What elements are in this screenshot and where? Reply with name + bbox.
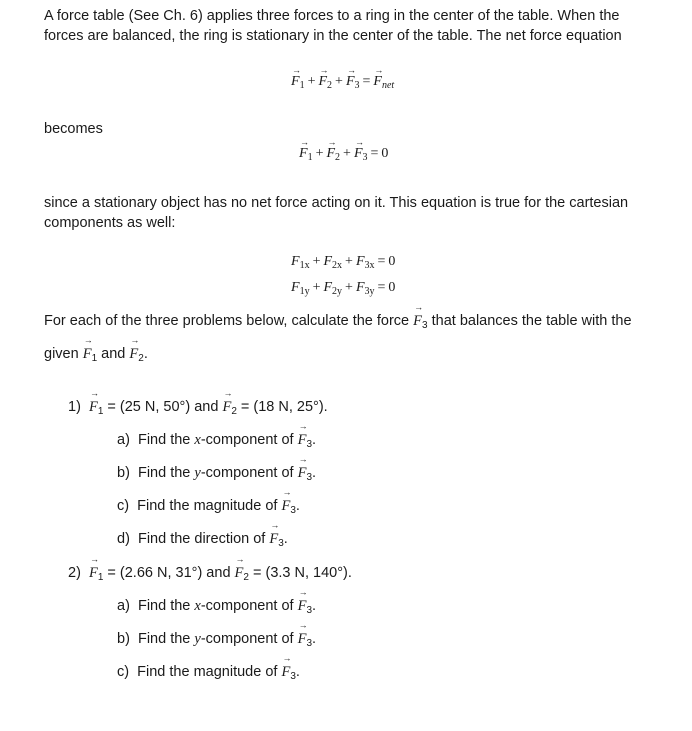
problem-1-part-d: d) Find the direction of F → $_3$. <box>117 520 288 549</box>
problem-2-part-a: a) Find the x-component of F → $_3$. <box>117 587 317 616</box>
problem-2-part-c: c) Find the magnitude of F → $_3$. <box>117 653 300 682</box>
since-line-1: since a stationary object has no net force acting on it. This equation is true for the cartesian <box>44 195 629 211</box>
y-component-equation: $F_{1y} + F_{2y} + F_{3y} = 0$ <box>291 280 396 297</box>
problem-1-part-b: b) Find the y-component of F → $_3$. <box>117 454 317 483</box>
instructions-line-1: For each of the three problems below, calculate the force F → $_3$ that balances the table with the <box>44 302 632 331</box>
becomes-label: becomes <box>44 121 103 137</box>
intro-line-1: A force table (See Ch. 6) applies three forces to a ring in the center of the table. When the <box>44 8 620 24</box>
problem-1: 1) F → $_1$ = (25 N, 50°) and F → $_2$ = (18 N, 25°). <box>68 388 328 417</box>
zero-sum-equation: F → $_1$ + F → $_2$ + F → $_3$ = 0 <box>299 137 389 163</box>
net-force-equation: F → $_1$ + F → $_2$ + F → $_3$ = F → $_{net}$ <box>291 65 395 91</box>
instructions-line-2: given F → $_1$ and F → $_2$. <box>44 335 148 364</box>
x-component-equation: $F_{1x} + F_{2x} + F_{3x} = 0$ <box>291 254 396 271</box>
since-line-2: components as well: <box>44 215 176 231</box>
problem-2: 2) F → $_1$ = (2.66 N, 31°) and F → $_2$ = (3.3 N, 140°). <box>68 554 352 583</box>
problem-2-part-b: b) Find the y-component of F → $_3$. <box>117 620 317 649</box>
intro-line-2: forces are balanced, the ring is stationary in the center of the table. The net force equation <box>44 28 622 44</box>
problem-1-part-c: c) Find the magnitude of F → $_3$. <box>117 487 300 516</box>
problem-1-part-a: a) Find the x-component of F → $_3$. <box>117 421 317 450</box>
